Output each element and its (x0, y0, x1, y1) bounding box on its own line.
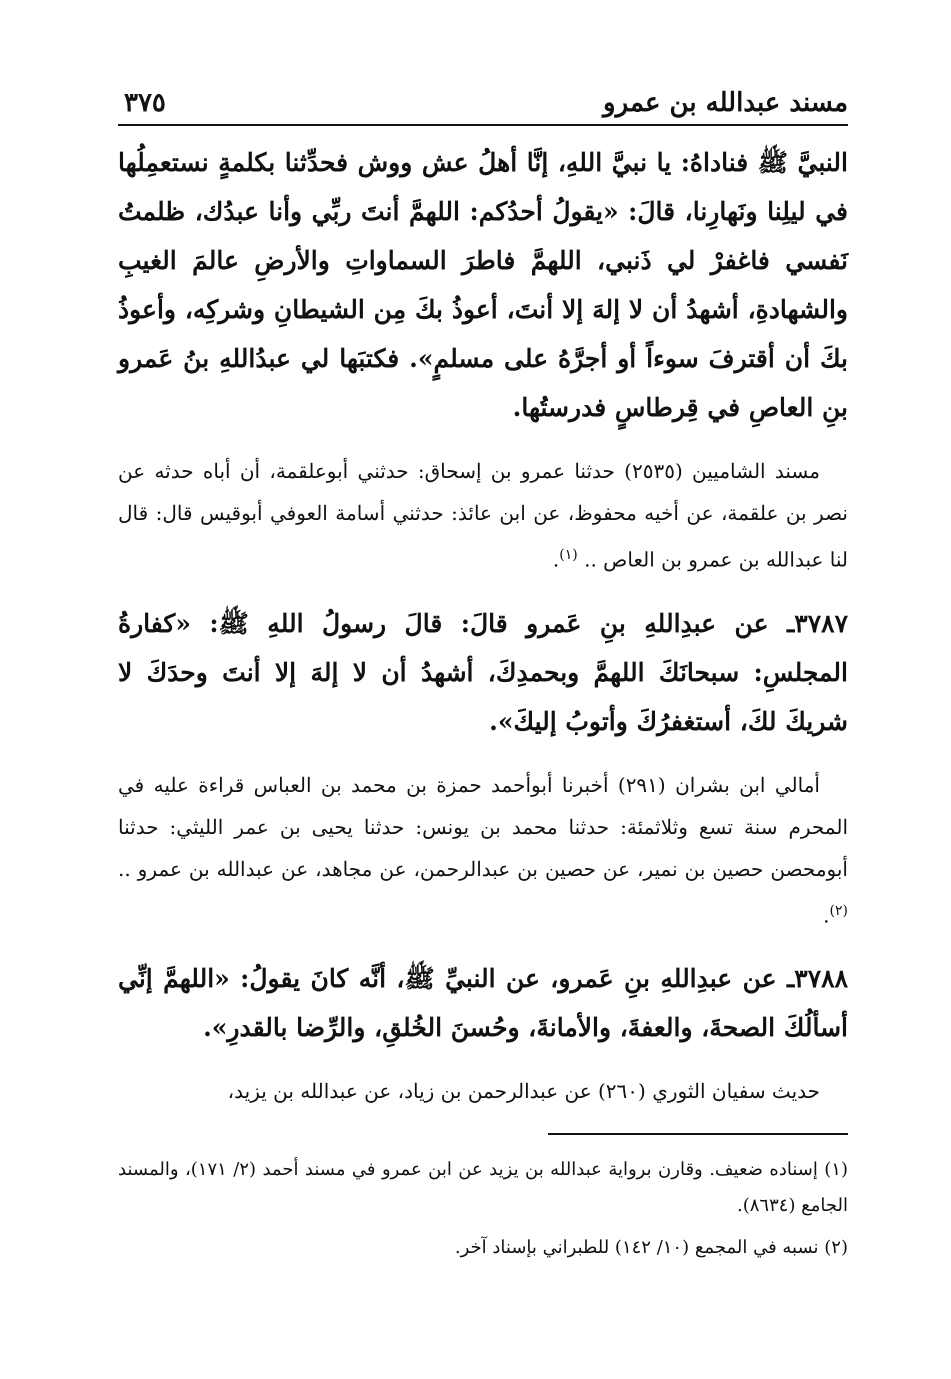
source-citation-end: . (552, 547, 560, 572)
footnote-reference: (١) (559, 547, 578, 563)
page-number: ٣٧٥ (124, 88, 166, 118)
footnote-1: (١) إسناده ضعيف. وقارن برواية عبدالله بن يزيد عن ابن عمرو في مسند أحمد (٢/ ١٧١)، والمسند الجامع (٨٦٣٤). (118, 1159, 848, 1216)
source-citation (118, 450, 848, 581)
hadith-number: ٣٧٨٧ (794, 608, 848, 638)
page-header (118, 80, 848, 126)
source-citation (118, 764, 848, 937)
source-citation (118, 1070, 848, 1112)
hadith-number: ٣٧٨٨ (794, 964, 848, 994)
source-citation-text: أمالي ابن بشران (٢٩١) أخبرنا أبوأحمد حمزة بن محمد بن العباس قراءة عليه في المحرم سنة تسع وثلاثمئة: حدثنا محمد بن يونس: حدثنا يحيى بن عمر الليثي: حدثنا أبومحصن حصين بن نمير، عن حصين بن عبدالرحمن، عن مجاهد، عن عبدالله بن عمرو .. (118, 772, 848, 881)
footnotes (118, 1152, 848, 1272)
footnote-reference: (٢) (829, 902, 848, 919)
footnote-2: (٢) نسبه في المجمع (١٠/ ١٤٢) للطبراني بإسناد آخر. (454, 1237, 848, 1258)
hadith-text-body: ـ عن عبدِاللهِ بنِ عَمرو، عن النبيِّ ﷺ، أنَّه كانَ يقولُ: «اللهمَّ إنِّي أسألُكَ الصحةَ، والعفةَ، والأمانةَ، وحُسنَ الخُلقِ، والرِّضا بالقدرِ». (118, 964, 848, 1043)
footnote-separator (548, 1133, 848, 1135)
page-body (118, 138, 848, 1130)
hadith-3788 (118, 954, 848, 1052)
source-citation-text: حديث سفيان الثوري (٢٦٠) عن عبدالرحمن بن زياد، عن عبدالله بن يزيد، (227, 1079, 820, 1104)
hadith-text (118, 138, 848, 432)
source-citation-end: . (823, 903, 830, 928)
hadith-3787 (118, 599, 848, 746)
running-title: مسند عبدالله بن عمرو (603, 88, 848, 118)
hadith-text-body: النبيَّ ﷺ فناداهُ: يا نبيَّ اللهِ، إنَّا أهلُ عش ووش فحدِّثنا بكلمةٍ نستعمِلُها في ليلِنا ونَهارِنا، قالَ: «يقولُ أحدُكم: اللهمَّ أنتَ ربِّي وأنا عبدُك، ظلمتُ نَفسي فاغفرْ لي ذَنبي، اللهمَّ فاطرَ السماواتِ والأرضِ عالمَ الغيبِ والشهادةِ، أشهدُ أن لا إلهَ إلا أنتَ، أعوذُ بكَ مِن الشيطانِ وشركِه، وأعوذُ بكَ أن أقترفَ سوءاً أو أجرَّهُ على مسلمٍ». فكتبَها لي عبدُاللهِ بنُ عَمرو بنِ العاصِ في قِرطاسٍ فدرستُها. (118, 148, 848, 422)
source-citation-text: مسند الشاميين (٢٥٣٥) حدثنا عمرو بن إسحاق: حدثني أبوعلقمة، أن أباه حدثه عن نصر بن علقمة، عن أخيه محفوظ، عن ابن عائذ: حدثني أسامة العوفي أبوقيس قال: قال لنا عبدالله بن عمرو بن العاص .. (118, 459, 848, 572)
hadith-text-body: ـ عن عبدِاللهِ بنِ عَمرو قالَ: قالَ رسولُ اللهِ ﷺ: «كفارةُ المجلسِ: سبحانَكَ اللهمَّ وبحمدِكَ، أشهدُ أن لا إلهَ إلا أنتَ وحدَكَ لا شريكَ لكَ، أستغفرُكَ وأتوبُ إليكَ». (118, 608, 848, 736)
